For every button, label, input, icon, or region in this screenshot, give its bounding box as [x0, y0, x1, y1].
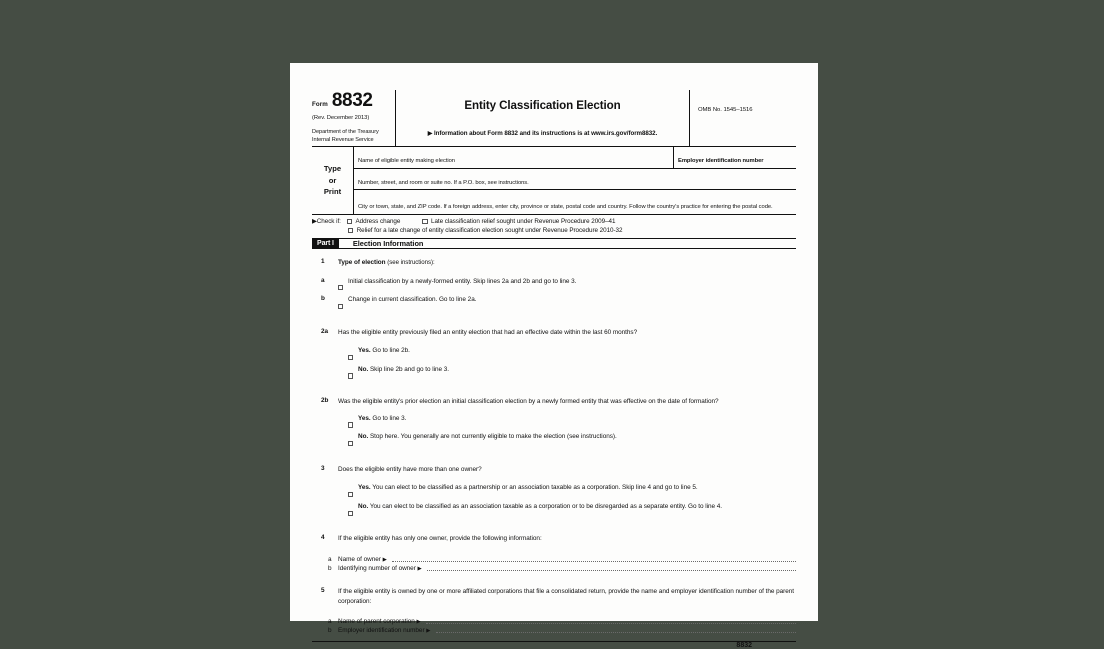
check-if-lead — [312, 218, 341, 225]
right-arrow-icon: ▶ — [427, 131, 433, 137]
department-line-1: Department of the Treasury — [312, 129, 379, 135]
checkbox-late-relief-2009-41-label: Late classification relief sought under Revenue Procedure 2009–41 — [431, 217, 616, 225]
check-if-label: Check if: — [316, 217, 341, 225]
line-4-question: If the eligible entity has only one owner, provide the following information: — [338, 535, 542, 543]
checkbox-late-relief-2010-32-label: Relief for a late change of entity classification election sought under Revenue Procedure 2010-32 — [356, 227, 623, 234]
type-or-print-line-2: or — [328, 175, 337, 185]
line-5 — [312, 587, 796, 606]
line-2b-yes-checkbox[interactable] — [348, 414, 358, 433]
line-1b-checkbox[interactable] — [338, 295, 348, 314]
checkbox-icon[interactable] — [348, 355, 353, 360]
line-1a-number: a — [321, 276, 325, 284]
checkbox-late-relief-2009-41[interactable] — [422, 218, 615, 225]
line-1b[interactable] — [312, 295, 796, 314]
line-1b-number: b — [321, 295, 325, 303]
line-3-no-label: No. — [358, 502, 369, 510]
department-line-2: Internal Revenue Service — [312, 136, 374, 143]
line-2a-number: 2a — [321, 327, 329, 335]
form-masthead — [312, 90, 796, 146]
city-row[interactable] — [354, 190, 796, 214]
right-arrow-icon: ▶ — [312, 217, 317, 225]
line-1-title: Type of election — [338, 259, 386, 266]
line-2a-yes-label: Yes. — [358, 347, 371, 355]
form-page — [290, 63, 818, 649]
line-5b[interactable] — [312, 627, 796, 634]
line-2b-no-label: No. — [358, 433, 369, 441]
checkbox-icon[interactable] — [422, 219, 427, 224]
form-label: Form — [312, 101, 328, 108]
line-4b-label-group — [338, 565, 422, 572]
right-arrow-icon: ▶ — [382, 557, 387, 564]
ein-label: Employer identification number — [678, 158, 764, 164]
line-5b-number: b — [328, 626, 332, 634]
line-5-question: If the eligible entity is owned by one or more affiliated corporations that file a consolidated return, provide the name and employer identification number of the parent corporation: — [338, 588, 795, 605]
ein-field[interactable] — [674, 147, 796, 168]
line-5a-input[interactable] — [426, 618, 796, 624]
line-1-number: 1 — [321, 258, 325, 265]
entity-name-row — [354, 147, 796, 169]
line-3-yes-checkbox[interactable] — [348, 483, 358, 502]
line-1a-checkbox[interactable] — [338, 277, 348, 296]
line-3-yes-detail: You can elect to be classified as a partnership or an association taxable as a corporation. Skip line 4 and go to line 5. — [372, 484, 698, 492]
line-2b-no-detail: Stop here. You generally are not currently eligible to make the election (see instructions). — [369, 433, 617, 441]
line-2b-question: Was the eligible entity's prior election an initial classification election by a newly formed entity that was effective on the date of formation? — [338, 398, 719, 406]
form-body — [312, 249, 796, 647]
right-arrow-icon: ▶ — [416, 619, 421, 626]
masthead-center — [396, 90, 690, 146]
line-2b-no[interactable] — [312, 432, 796, 451]
line-3 — [312, 465, 796, 475]
line-2a-yes-detail: Go to line 2b. — [372, 347, 410, 355]
form-number: 8832 — [331, 90, 373, 111]
check-if-row-1 — [312, 218, 796, 225]
checkbox-icon[interactable] — [348, 492, 353, 497]
masthead-left — [312, 90, 396, 146]
line-2a-yes[interactable] — [312, 346, 796, 365]
address-block — [312, 146, 796, 214]
address-rows — [354, 147, 796, 214]
form-number-group — [312, 91, 389, 110]
line-2b-yes-text — [358, 414, 796, 433]
type-or-print-line-3: Print — [323, 187, 342, 197]
line-2a-no-label: No. — [358, 365, 369, 373]
line-3-question: Does the eligible entity have more than one owner? — [338, 465, 482, 473]
line-4b[interactable] — [312, 565, 796, 572]
checkbox-icon[interactable] — [338, 304, 343, 309]
line-5b-label: Employer identification number — [338, 626, 425, 634]
line-1 — [312, 258, 796, 268]
line-5b-input[interactable] — [436, 627, 796, 633]
line-3-no-text — [358, 502, 796, 521]
masthead-right — [690, 90, 796, 146]
footer-form-number: 8832 — [736, 641, 752, 649]
check-if-row-2 — [312, 227, 796, 234]
checkbox-late-relief-2010-32[interactable] — [348, 227, 622, 234]
checkbox-icon[interactable] — [348, 441, 353, 446]
line-1b-text: Change in current classification. Go to line 2a. — [348, 296, 477, 304]
line-3-no[interactable] — [312, 502, 796, 521]
street-row[interactable] — [354, 169, 796, 190]
type-or-print-line-1: Type — [323, 163, 342, 173]
line-2a-no-text — [358, 365, 796, 384]
line-2a — [312, 328, 796, 338]
type-or-print-label — [312, 147, 354, 214]
checkbox-icon[interactable] — [348, 228, 353, 233]
line-2a-yes-checkbox[interactable] — [348, 346, 358, 365]
checkbox-icon[interactable] — [338, 285, 343, 290]
part-1-title: Election Information — [352, 239, 424, 248]
line-3-yes[interactable] — [312, 483, 796, 502]
part-1-header — [312, 238, 796, 249]
line-4a[interactable] — [312, 556, 796, 563]
line-2a-no-checkbox[interactable] — [348, 365, 358, 384]
form-title: Entity Classification Election — [464, 99, 621, 112]
line-1-note: (see instructions): — [387, 259, 435, 266]
line-4b-number: b — [328, 564, 332, 572]
line-2b-yes[interactable] — [312, 414, 796, 433]
omb-number: OMB No. 1545–1516 — [698, 107, 753, 113]
line-2b-yes-detail: Go to line 3. — [372, 414, 407, 422]
street-label: Number, street, and room or suite no. If a P.O. box, see instructions. — [358, 180, 529, 186]
city-label: City or town, state, and ZIP code. If a foreign address, enter city, province or state, postal code and country. Follow the country's practice for entering the postal code. — [358, 204, 773, 210]
line-4b-input[interactable] — [427, 565, 796, 571]
line-4b-label: Identifying number of owner — [338, 564, 416, 572]
line-2b-yes-label: Yes. — [358, 414, 371, 422]
part-1-tag: Part I — [312, 239, 339, 248]
line-5a-label: Name of parent corporation — [338, 618, 415, 626]
line-2a-no[interactable] — [312, 365, 796, 384]
form-content — [312, 90, 796, 647]
line-5-number: 5 — [321, 587, 325, 595]
line-5a[interactable] — [312, 618, 796, 625]
line-4a-label-group — [338, 556, 387, 563]
check-if-block — [312, 214, 796, 236]
line-5a-label-group — [338, 618, 421, 625]
checkbox-icon[interactable] — [348, 373, 353, 378]
entity-name-field[interactable] — [354, 147, 674, 168]
line-3-yes-label: Yes. — [358, 484, 371, 492]
entity-name-label: Name of eligible entity making election — [358, 158, 455, 164]
instructions-line — [402, 130, 683, 137]
line-2b-no-checkbox[interactable] — [348, 432, 358, 451]
instructions-text: Information about Form 8832 and its instructions is at www.irs.gov/form8832. — [434, 130, 658, 137]
department-block — [312, 129, 389, 144]
line-1-text — [338, 258, 796, 268]
line-2b-number: 2b — [321, 397, 329, 405]
checkbox-icon[interactable] — [348, 422, 353, 427]
line-3-no-checkbox[interactable] — [348, 502, 358, 521]
form-revision: (Rev. December 2013) — [312, 115, 370, 121]
line-2a-yes-text — [358, 346, 796, 365]
line-4-number: 4 — [321, 534, 325, 542]
line-2a-no-detail: Skip line 2b and go to line 3. — [369, 365, 450, 373]
line-1a-text: Initial classification by a newly-formed entity. Skip lines 2a and 2b and go to line 3. — [348, 277, 577, 285]
line-4a-label: Name of owner — [338, 556, 381, 564]
line-1a[interactable] — [312, 277, 796, 296]
checkbox-icon[interactable] — [348, 511, 353, 516]
line-4 — [312, 534, 796, 544]
line-2b — [312, 397, 796, 407]
checkbox-address-change-label: Address change — [355, 217, 401, 225]
line-2b-no-text — [358, 432, 796, 451]
checkbox-icon[interactable] — [347, 219, 352, 224]
line-4a-number: a — [328, 556, 332, 564]
line-5a-number: a — [328, 618, 332, 626]
right-arrow-icon: ▶ — [426, 627, 431, 634]
checkbox-address-change[interactable] — [347, 218, 401, 225]
line-4a-input[interactable] — [392, 556, 796, 562]
line-5b-label-group — [338, 627, 431, 634]
right-arrow-icon: ▶ — [417, 565, 422, 572]
line-3-no-detail: You can elect to be classified as an association taxable as a corporation or to be disregarded as a separate entity. Go to line 4. — [369, 502, 722, 510]
line-3-number: 3 — [321, 464, 325, 472]
line-3-yes-text — [358, 483, 796, 502]
line-2a-question: Has the eligible entity previously filed an entity election that had an effective date within the last 60 months? — [338, 328, 638, 336]
